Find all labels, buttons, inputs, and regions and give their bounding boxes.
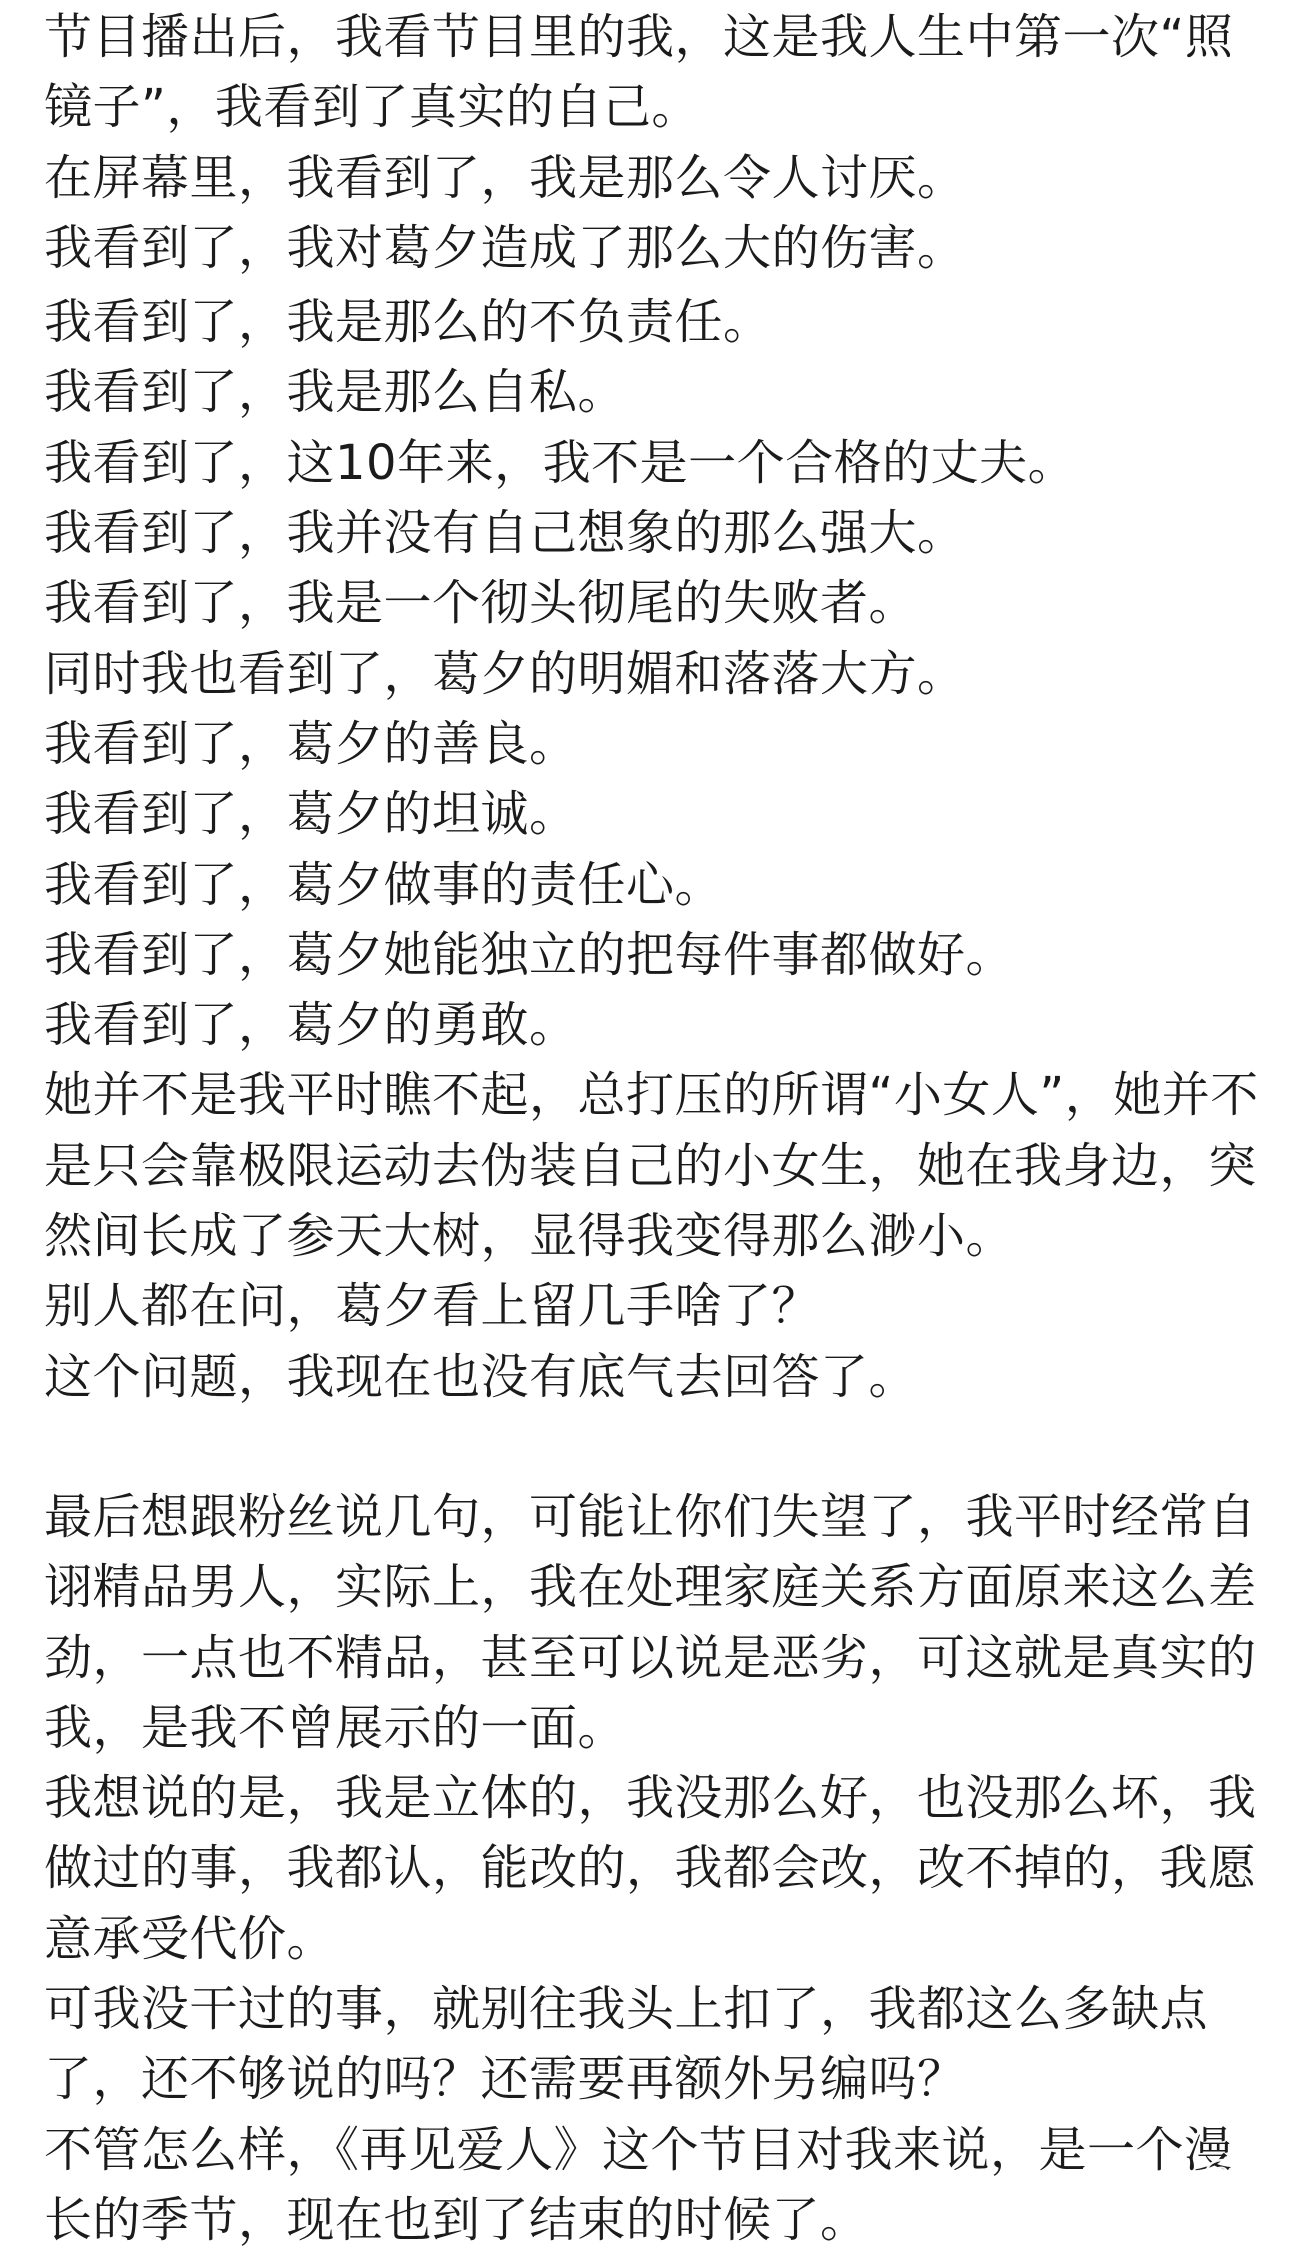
paragraph-9: 同时我也看到了，葛夕的明媚和落落大方。 — [44, 645, 966, 702]
weibo-logo-icon — [1204, 2150, 1248, 2184]
paragraph-19: 我想说的是，我是立体的，我没那么好，也没那么坏，我做过的事，我都认，能改的，我都会改，改不掉的，我愿意承受代价。 — [44, 1770, 1257, 1967]
paragraph-3: 我看到了，我对葛夕造成了那么大的伤害。 — [44, 219, 966, 276]
blank-line — [44, 1412, 1264, 1482]
weibo-watermark — [1204, 2150, 1248, 2184]
post-text — [44, 2, 1264, 2255]
paragraph-10: 我看到了，葛夕的善良。 — [44, 715, 578, 772]
paragraph-14: 我看到了，葛夕的勇敢。 — [44, 997, 578, 1054]
paragraph-2: 在屏幕里，我看到了，我是那么令人讨厌。 — [44, 149, 966, 206]
paragraph-12: 我看到了，葛夕做事的责任心。 — [44, 856, 724, 913]
paragraph-1: 节目播出后，我看节目里的我，这是我人生中第一次“照镜子”，我看到了真实的自己。 — [44, 9, 1234, 136]
paragraph-11: 我看到了，葛夕的坦诚。 — [44, 786, 578, 843]
paragraph-18: 最后想跟粉丝说几句，可能让你们失望了，我平时经常自诩精品男人，实际上，我在处理家庭关系方面原来这么差劲，一点也不精品，甚至可以说是恶劣，可这就是真实的我，是我不曾展示的一面。 — [44, 1488, 1257, 1756]
paragraph-4: 我看到了，我是那么的不负责任。 — [44, 294, 772, 351]
paragraph-8: 我看到了，我是一个彻头彻尾的失败者。 — [44, 575, 918, 632]
paragraph-7: 我看到了，我并没有自己想象的那么强大。 — [44, 505, 966, 562]
paragraph-5: 我看到了，我是那么自私。 — [44, 364, 627, 421]
paragraph-13: 我看到了，葛夕她能独立的把每件事都做好。 — [44, 926, 1015, 983]
paragraph-20: 可我没干过的事，就别往我头上扣了，我都这么多缺点了，还不够说的吗？还需要再额外另编吗？ — [44, 1981, 1209, 2108]
paragraph-6: 我看到了，这10年来，我不是一个合格的丈夫。 — [44, 434, 1077, 491]
paragraph-15: 她并不是我平时瞧不起，总打压的所谓“小女人”，她并不是只会靠极限运动去伪装自己的小女生，她在我身边，突然间长成了参天大树，显得我变得那么渺小。 — [44, 1067, 1259, 1265]
paragraph-16: 别人都在问，葛夕看上留几手啥了？ — [44, 1278, 821, 1335]
paragraph-21: 不管怎么样，《再见爱人》这个节目对我来说，是一个漫长的季节，现在也到了结束的时候了。 — [44, 2121, 1233, 2248]
paragraph-17: 这个问题，我现在也没有底气去回答了。 — [44, 1348, 918, 1405]
